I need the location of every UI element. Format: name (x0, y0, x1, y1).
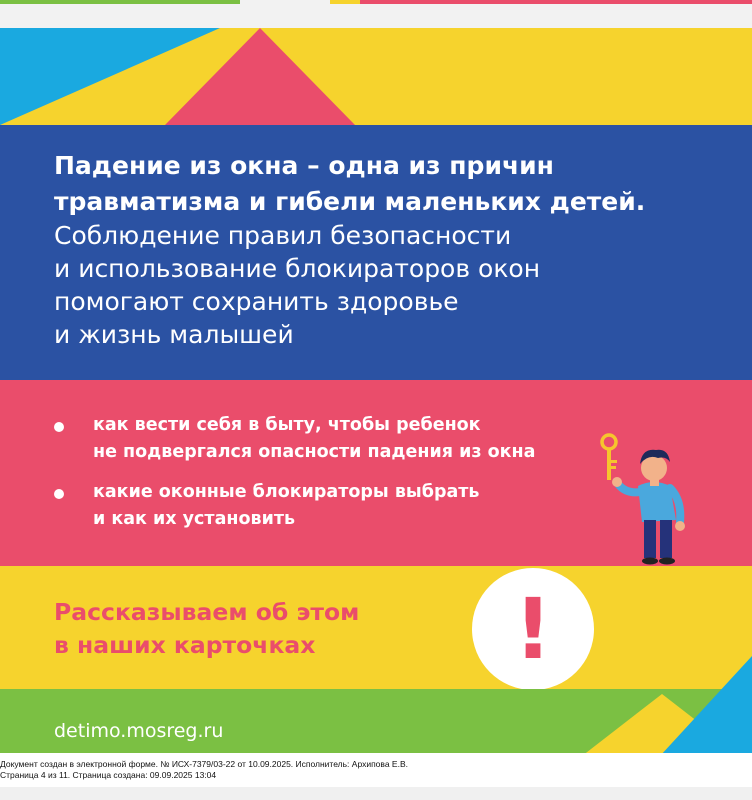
key-icon (602, 435, 617, 480)
cta-line-1: Рассказываем об этом (54, 598, 360, 626)
body-text (54, 219, 734, 351)
top-strip (0, 0, 752, 28)
headline-line-1: Падение из окна – одна из причин (54, 151, 554, 180)
body-line-4: и жизнь малышей (54, 320, 294, 349)
pink-triangle (165, 28, 355, 125)
cta-text (54, 596, 474, 662)
exclamation-icon: ! (513, 580, 553, 678)
website-link[interactable]: detimo.mosreg.ru (54, 720, 224, 742)
safety-poster (0, 28, 752, 753)
bullet-dot-1 (54, 422, 64, 432)
cta-line-2: в наших карточках (54, 631, 316, 659)
top-yellow-edge (330, 0, 360, 4)
bullet-2-line-1: какие оконные блокираторы выбрать (93, 482, 480, 502)
body-line-1: Соблюдение правил безопасности (54, 221, 512, 250)
top-green-edge (0, 0, 240, 4)
bullet-2-line-2: и как их установить (93, 509, 296, 529)
boy-with-key-illustration (596, 430, 696, 566)
headline (54, 148, 734, 220)
footer-gray-strip (0, 787, 752, 800)
cyan-corner-triangle (660, 656, 752, 753)
headline-line-2: травматизма и гибели маленьких детей. (54, 187, 646, 216)
bullet-1-line-2: не подвергался опасности падения из окна (93, 442, 536, 462)
footer-line-1: Документ создан в электронной форме. № ИСХ-7379/03-22 от 10.09.2025. Исполнитель: Архипова Е.В. (0, 759, 408, 769)
document-footer (0, 753, 752, 800)
body-line-3: помогают сохранить здоровье (54, 287, 459, 316)
bullet-dot-2 (54, 489, 64, 499)
bullet-item-1 (93, 412, 613, 466)
top-pink-edge (360, 0, 752, 4)
bullet-1-line-1: как вести себя в быту, чтобы ребенок (93, 415, 481, 435)
bullet-item-2 (93, 479, 613, 533)
body-line-2: и использование блокираторов окон (54, 254, 541, 283)
footer-line-2: Страница 4 из 11. Страница создана: 09.09.2025 13:04 (0, 770, 217, 780)
